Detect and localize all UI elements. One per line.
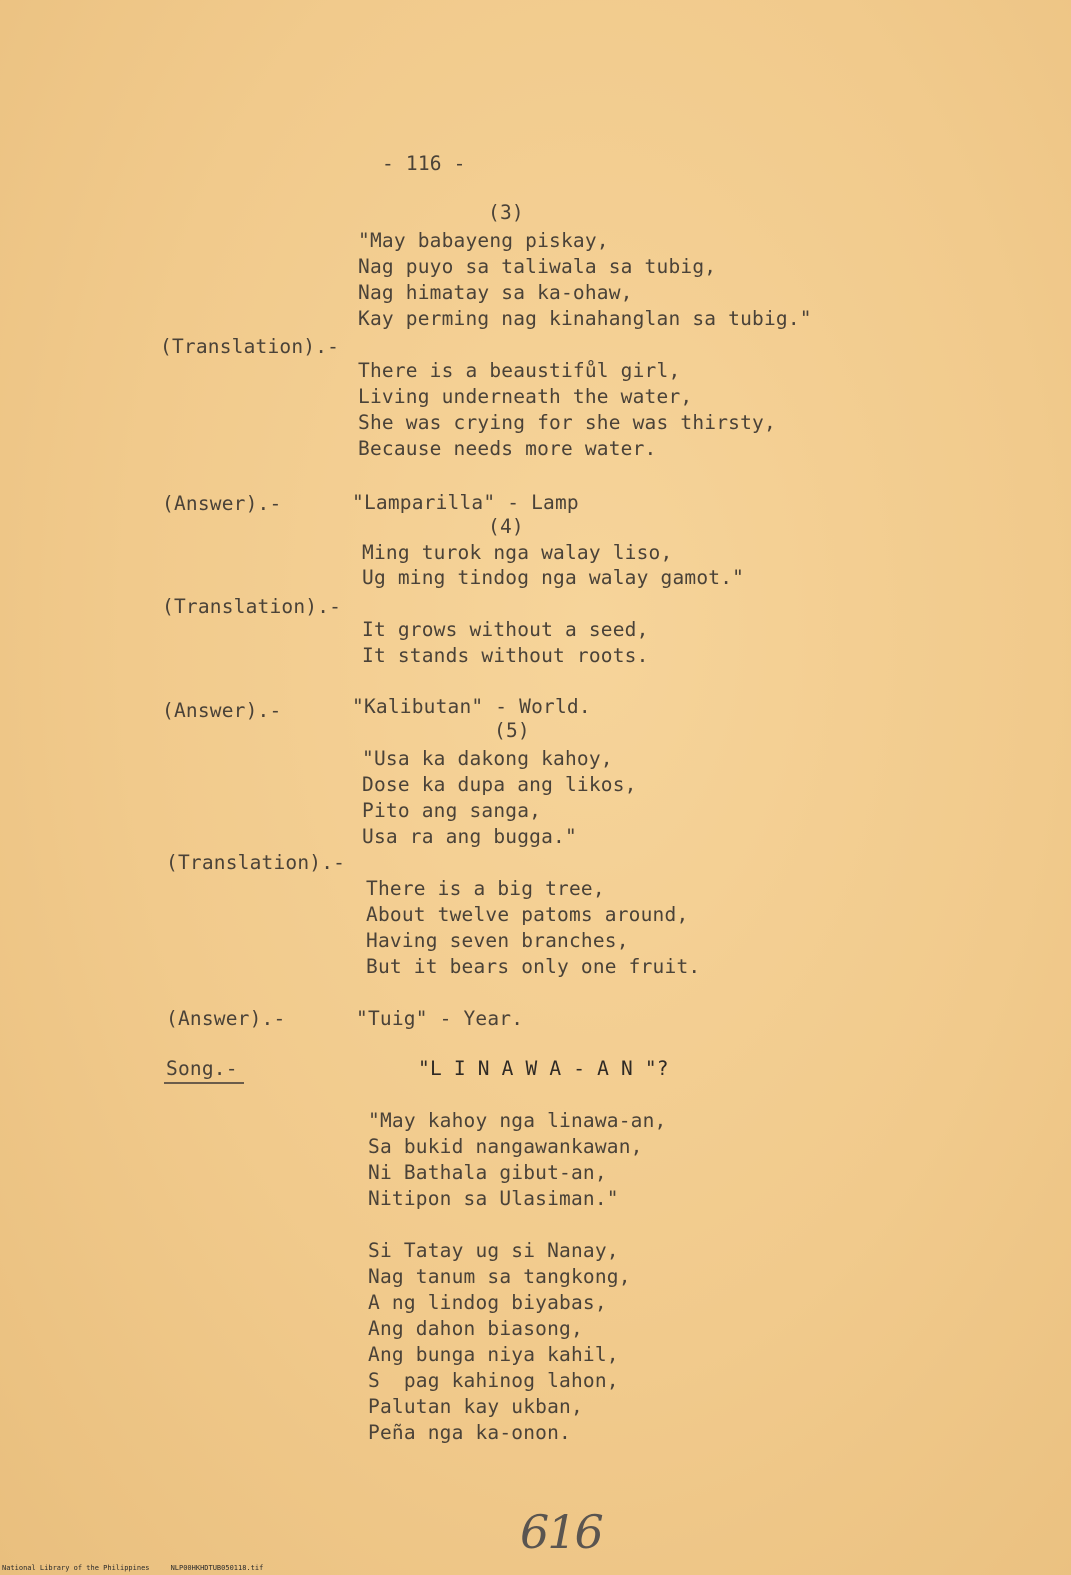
riddle-5-translation-line: About twelve patoms around, bbox=[366, 903, 689, 926]
riddle-3-verse-line: Nag puyo sa taliwala sa tubig, bbox=[358, 255, 717, 278]
riddle-3-translation-line: Living underneath the water, bbox=[358, 385, 693, 408]
riddle-4-translation-line: It stands without roots. bbox=[362, 644, 649, 667]
riddle-5-translation-line: But it bears only one fruit. bbox=[366, 955, 701, 978]
riddle-5-translation-line: Having seven branches, bbox=[366, 929, 629, 952]
riddle-4-translation-label: (Translation).- bbox=[162, 595, 342, 618]
song-stanza-2-line: Ang bunga niya kahil, bbox=[368, 1343, 619, 1366]
riddle-3-translation-label: (Translation).- bbox=[160, 335, 340, 358]
riddle-5-verse-line: Pito ang sanga, bbox=[362, 799, 542, 822]
song-stanza-2-line: A ng lindog biyabas, bbox=[368, 1291, 607, 1314]
riddle-4-translation-line: It grows without a seed, bbox=[362, 618, 649, 641]
song-stanza-1-line: Sa bukid nangawankawan, bbox=[368, 1135, 643, 1158]
riddle-4-verse-line: Ming turok nga walay liso, bbox=[362, 541, 673, 564]
riddle-3-translation-line: There is a beaustifůl girl, bbox=[358, 359, 681, 382]
song-stanza-2-line: Ang dahon biasong, bbox=[368, 1317, 583, 1340]
riddle-5-verse-line: Usa ra ang bugga." bbox=[362, 825, 577, 848]
riddle-5-number: (5) bbox=[494, 719, 530, 742]
riddle-3-verse-line: Nag himatay sa ka-ohaw, bbox=[358, 281, 633, 304]
page-number: - 116 - bbox=[382, 152, 466, 175]
riddle-4-answer: "Kalibutan" - World. bbox=[352, 695, 591, 718]
riddle-4-number: (4) bbox=[488, 515, 524, 538]
song-stanza-1-line: "May kahoy nga linawa-an, bbox=[368, 1109, 667, 1132]
song-stanza-2-line: S pag kahinog lahon, bbox=[368, 1369, 619, 1392]
song-label: Song.- bbox=[166, 1057, 238, 1080]
song-stanza-1-line: Nitipon sa Ulasiman." bbox=[368, 1187, 619, 1210]
song-label-underline bbox=[164, 1082, 244, 1084]
riddle-3-translation-line: Because needs more water. bbox=[358, 437, 657, 460]
riddle-4-verse-line: Ug ming tindog nga walay gamot." bbox=[362, 566, 745, 589]
riddle-3-verse-line: "May babayeng piskay, bbox=[358, 229, 609, 252]
riddle-3-number: (3) bbox=[488, 201, 524, 224]
song-stanza-2-line: Peña nga ka-onon. bbox=[368, 1421, 571, 1444]
riddle-5-verse-line: Dose ka dupa ang likos, bbox=[362, 773, 637, 796]
riddle-4-answer-label: (Answer).- bbox=[162, 699, 282, 722]
riddle-3-translation-line: She was crying for she was thirsty, bbox=[358, 411, 776, 434]
riddle-3-verse-line: Kay perming nag kinahanglan sa tubig." bbox=[358, 307, 812, 330]
riddle-5-translation-label: (Translation).- bbox=[166, 851, 346, 874]
song-stanza-2-line: Si Tatay ug si Nanay, bbox=[368, 1239, 619, 1262]
song-stanza-1-line: Ni Bathala gibut-an, bbox=[368, 1161, 607, 1184]
scan-footer: National Library of the Philippines NLP00HKHDTUB050118.tif bbox=[2, 1564, 264, 1572]
handwritten-page-number: 616 bbox=[520, 1505, 602, 1559]
riddle-5-verse-line: "Usa ka dakong kahoy, bbox=[362, 747, 613, 770]
riddle-3-answer-label: (Answer).- bbox=[162, 492, 282, 515]
song-title: "L I N A W A - A N "? bbox=[418, 1057, 669, 1080]
song-stanza-2-line: Nag tanum sa tangkong, bbox=[368, 1265, 631, 1288]
song-stanza-2-line: Palutan kay ukban, bbox=[368, 1395, 583, 1418]
riddle-5-answer-label: (Answer).- bbox=[166, 1007, 286, 1030]
riddle-5-answer: "Tuig" - Year. bbox=[356, 1007, 524, 1030]
riddle-3-answer: "Lamparilla" - Lamp bbox=[352, 491, 579, 514]
riddle-5-translation-line: There is a big tree, bbox=[366, 877, 605, 900]
